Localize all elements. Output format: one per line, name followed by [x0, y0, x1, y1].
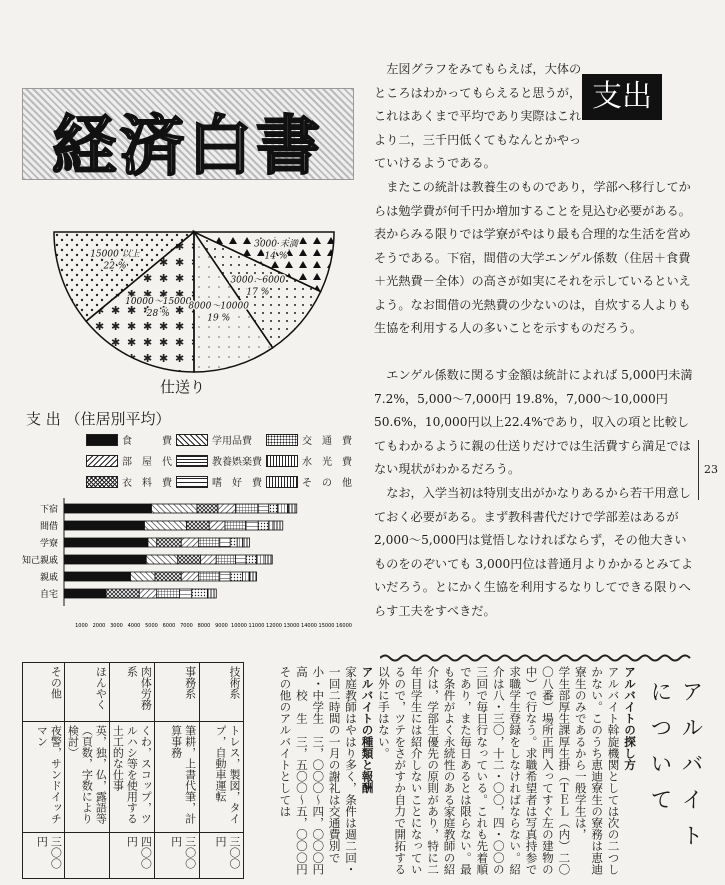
- body-text: アルバイト斡旋機関としては次の二つしかない。このうち恵迪寮生の寮務は恵迪寮生のみであるから一般学生は，: [573, 666, 621, 875]
- bar-segment: [201, 555, 217, 564]
- bar-segment: [220, 572, 231, 581]
- legend-label: 水 光 費: [302, 457, 352, 468]
- job-type: ほんやく: [65, 663, 109, 722]
- page-number: 23: [704, 463, 718, 476]
- bar-segment: [237, 538, 242, 547]
- bar-segment: [64, 521, 145, 530]
- legend-label: 学用品費: [212, 436, 252, 447]
- pie-slice-pct: 14 %: [264, 251, 288, 262]
- job-desc: トレス，製図，タイプ，自動車運転: [200, 722, 243, 833]
- body-text: エンゲル係数に関るす金額は統計によれば 5,000円未満 7.2%，5,000～7,000円 19.8%，7,000～10,000円50.6%，10,000円以上22.4%であり，収入の項と比較してもわかるように親の仕送りだけでは生活費すら満足ではない現状がわかるだろう。: [374, 368, 693, 476]
- table-row: [154, 663, 198, 878]
- x-tick-label: 5000: [145, 623, 158, 629]
- body-paragraph-3: [374, 364, 698, 482]
- section-divider: [380, 653, 696, 663]
- bar-segment: [278, 504, 289, 513]
- legend-swatch: [86, 434, 118, 446]
- bar-category-label: 知己親戚: [21, 556, 58, 566]
- bar-segment: [157, 538, 182, 547]
- bar-segment: [148, 538, 157, 547]
- bar-segment: [218, 504, 236, 513]
- pay-line: 高 校 生 三，五〇〇～五，〇〇〇円: [294, 666, 309, 875]
- heading-how-to-find: アルバイトの探し方: [623, 666, 637, 771]
- bar-category-label: 学寮: [39, 539, 58, 549]
- pie-slice-pct: 22 %: [103, 261, 127, 272]
- bar-segment: [243, 538, 250, 547]
- bar-segment: [246, 521, 258, 530]
- legend-label: 教養娯楽費: [212, 457, 262, 468]
- x-tick-label: 11000: [248, 623, 265, 629]
- legend-item-food: [86, 432, 176, 447]
- bar-segment: [152, 504, 198, 513]
- bar-segment: [288, 504, 297, 513]
- page-title-banner: [22, 88, 354, 184]
- legend-label: 交 通 費: [302, 436, 352, 447]
- bar-category-label: 間借: [39, 522, 58, 532]
- bar-segment: [64, 555, 146, 564]
- legend-label: そ の 他: [302, 478, 352, 489]
- pie-slice-pct: 19 %: [207, 313, 231, 324]
- x-tick-label: 7000: [180, 623, 193, 629]
- bar-segment: [178, 555, 201, 564]
- bar-segment: [225, 521, 246, 530]
- bar-segment: [257, 555, 266, 564]
- job-desc: 夜警，サンドイッチマン: [23, 722, 64, 833]
- x-tick-label: 1000: [75, 623, 88, 629]
- pie-slice-label: 10000～15000: [125, 297, 192, 308]
- x-tick-label: 6000: [162, 623, 176, 629]
- job-type: 技術系: [200, 663, 243, 722]
- job-pay: 三〇〇円: [35, 836, 63, 869]
- table-row: [23, 663, 64, 878]
- bar-segment: [180, 589, 192, 598]
- bar-segment: [220, 538, 231, 547]
- bar-segment: [230, 572, 242, 581]
- bar-segment: [243, 572, 250, 581]
- job-type: その他: [23, 663, 64, 722]
- legend-item-study: [176, 432, 266, 447]
- job-pay: 三〇〇円: [169, 836, 197, 869]
- pay-line: 小・中学生 三，〇〇〇～四，〇〇〇円: [311, 666, 326, 875]
- legend-label: 嗜 好 費: [212, 478, 262, 489]
- bar-segment: [106, 589, 139, 598]
- bar-chart-title: 支 出 （住居別平均）: [26, 410, 171, 428]
- legend-label: 衣 料 費: [122, 478, 172, 489]
- expense-heading-box: 支出: [582, 74, 662, 120]
- x-tick-label: 12000: [266, 623, 282, 629]
- body-paragraph-4: [374, 482, 698, 623]
- body-text: 学生部厚生課厚生掛（ＴＥＬ（内）二〇〇八番）場所正門入ってすぐ左の建物の中）で行なう。求職希望者は写真持参で求職学生登録をしなければならない。紹介は八・三〇，十二・〇〇，四・〇〇の三回で毎日行なっている。これも先着順であり，また毎日あるとは限らない。最も条件がよく永続性のある家庭教師の紹介は，学部生優先の原則があり，特に二年目学生には紹介しないことになっているので，ツテをさがすか自力で開拓する以外に手はない。: [376, 666, 572, 875]
- legend-label: 部 屋 代: [122, 457, 172, 468]
- bar-segment: [64, 572, 131, 581]
- body-text: なお，入学当初は特別支出がかなりあるから若干用意しておく必要がある。まず教科書代だけで学部差はあるが2,000～5,000円は覚悟しなければならず，その他大きいものをのぞいても 3,000円位は普通月よりかかるとみてよいだろう。とにかく生協を利用するなりしてできる限りへらす工夫をすべきだ。: [374, 486, 694, 618]
- bar-segment: [199, 538, 220, 547]
- legend-swatch: [266, 434, 298, 446]
- bar-segment: [146, 555, 178, 564]
- pie-slice-pct: 17 %: [246, 287, 270, 298]
- body-text: 家庭教師はやはり多く，条件は週二回・一回二時間の一月の謝礼は交通費別で: [327, 666, 359, 875]
- bar-segment: [269, 504, 278, 513]
- legend-label: 食 費: [122, 436, 172, 447]
- job-desc: くわ，スコップ，ツルハシ等を使用する土工的な仕事: [110, 722, 154, 833]
- bar-segment: [181, 538, 199, 547]
- pie-caption: 仕送り: [160, 378, 206, 396]
- legend-swatch: [86, 455, 118, 467]
- legend-swatch: [176, 455, 208, 467]
- expense-bar-chart: [20, 498, 355, 633]
- bar-segment: [197, 504, 218, 513]
- bar-segment: [64, 589, 106, 598]
- x-tick-label: 16000: [336, 623, 352, 629]
- bar-category-label: 親戚: [39, 573, 58, 583]
- x-tick-label: 9000: [215, 623, 228, 629]
- legend-swatch: [86, 476, 118, 488]
- bar-segment: [274, 521, 283, 530]
- bar-segment: [208, 589, 217, 598]
- job-desc: 英，独，仏，露語等（頁数，字数により検討）: [65, 722, 109, 833]
- pie-slice-pct: 28 %: [146, 309, 170, 320]
- bar-segment: [145, 521, 187, 530]
- bar-category-label: 自宅: [39, 590, 58, 600]
- bar-segment: [139, 589, 157, 598]
- legend-item-clothing: [86, 474, 176, 489]
- heading-types-and-pay: アルバイトの種類と報酬: [360, 666, 375, 794]
- bar-segment: [209, 521, 225, 530]
- job-pay: [65, 833, 109, 878]
- pie-slice-label: 15000 以上: [90, 249, 140, 260]
- bar-segment: [155, 572, 181, 581]
- job-type: 事務系: [155, 663, 198, 722]
- job-desc: 筆耕，上書代筆，計算事務: [155, 722, 198, 833]
- bar-segment: [181, 572, 199, 581]
- bar-segment: [64, 504, 152, 513]
- page-title: 経済白書: [52, 110, 324, 184]
- x-tick-label: 15000: [318, 623, 335, 629]
- bar-segment: [131, 572, 156, 581]
- pie-slice-label: 3000～6000: [230, 275, 286, 286]
- body-paragraph-2: [374, 176, 698, 341]
- table-row: [64, 663, 109, 878]
- x-tick-label: 3000: [110, 623, 123, 629]
- x-tick-label: 8000: [197, 623, 211, 629]
- legend-item-culture: [176, 453, 266, 468]
- bar-segment: [250, 572, 257, 581]
- bar-segment: [236, 504, 259, 513]
- table-row: [109, 663, 154, 878]
- bar-category-label: 下宿: [39, 505, 58, 515]
- legend-swatch: [266, 476, 298, 488]
- bar-segment: [199, 572, 220, 581]
- bar-segment: [230, 538, 237, 547]
- legend-item-utility: [266, 453, 356, 468]
- bar-segment: [269, 521, 274, 530]
- job-pay: 三〇〇円: [214, 836, 241, 869]
- arubaito-section-title: アルバイトについて: [647, 680, 703, 860]
- legend-swatch: [266, 455, 298, 467]
- body-paragraph-1: [374, 58, 584, 176]
- bar-segment: [192, 589, 208, 598]
- x-tick-label: 14000: [301, 623, 317, 629]
- legend-item-transport: [266, 432, 356, 447]
- legend-swatch: [176, 476, 208, 488]
- body-text: またこの統計は教養生のものであり，学部へ移行してからは勉学費が何千円か増加することを見込む必要がある。表からみる限りでは学寮がやはり最も合理的な生活を営めそうである。下宿，間借の大学エンゲル係数（住居＋食費＋光熱費－全体）の高さが如実にそれを示しているといえよう。なお間借の光熱費の少ないのは，自炊する人よりも生協を利用する人の多いことを示すものだろう。: [374, 180, 691, 335]
- pie-slice-label: 3000 未満: [254, 239, 298, 250]
- arubaito-body: [258, 666, 638, 881]
- bar-segment: [216, 555, 235, 564]
- legend-item-hobby: [176, 474, 266, 489]
- legend-swatch: [176, 434, 208, 446]
- body-text: その他のアルバイトとしては: [278, 666, 293, 817]
- bar-segment: [187, 521, 210, 530]
- legend-item-other: [266, 474, 356, 489]
- page-divider: [698, 440, 699, 500]
- body-text: 左図グラフをみてもらえば，大体のところはわかってもらえると思うが，これはあくまで平均であり実際はこれより二，三千円低くてもなんとかやっていけるようである。: [374, 62, 582, 170]
- x-tick-label: 13000: [283, 623, 300, 629]
- job-pay: 四〇〇円: [125, 836, 153, 869]
- bar-chart-legend: [86, 432, 356, 489]
- bar-segment: [236, 555, 247, 564]
- bar-segment: [246, 555, 257, 564]
- jobs-table: [22, 662, 244, 879]
- table-row: [199, 663, 243, 878]
- bar-segment: [265, 555, 272, 564]
- pie-slice-label: 8000～10000: [188, 301, 249, 312]
- bar-segment: [258, 521, 269, 530]
- x-tick-label: 4000: [127, 623, 141, 629]
- allowance-pie-chart: [44, 222, 344, 382]
- bar-segment: [258, 504, 269, 513]
- bar-segment: [157, 589, 180, 598]
- x-tick-label: 2000: [92, 623, 106, 629]
- bar-segment: [64, 538, 148, 547]
- x-tick-label: 10000: [231, 623, 247, 629]
- job-type: 肉体労務系: [110, 663, 154, 722]
- legend-item-rent: [86, 453, 176, 468]
